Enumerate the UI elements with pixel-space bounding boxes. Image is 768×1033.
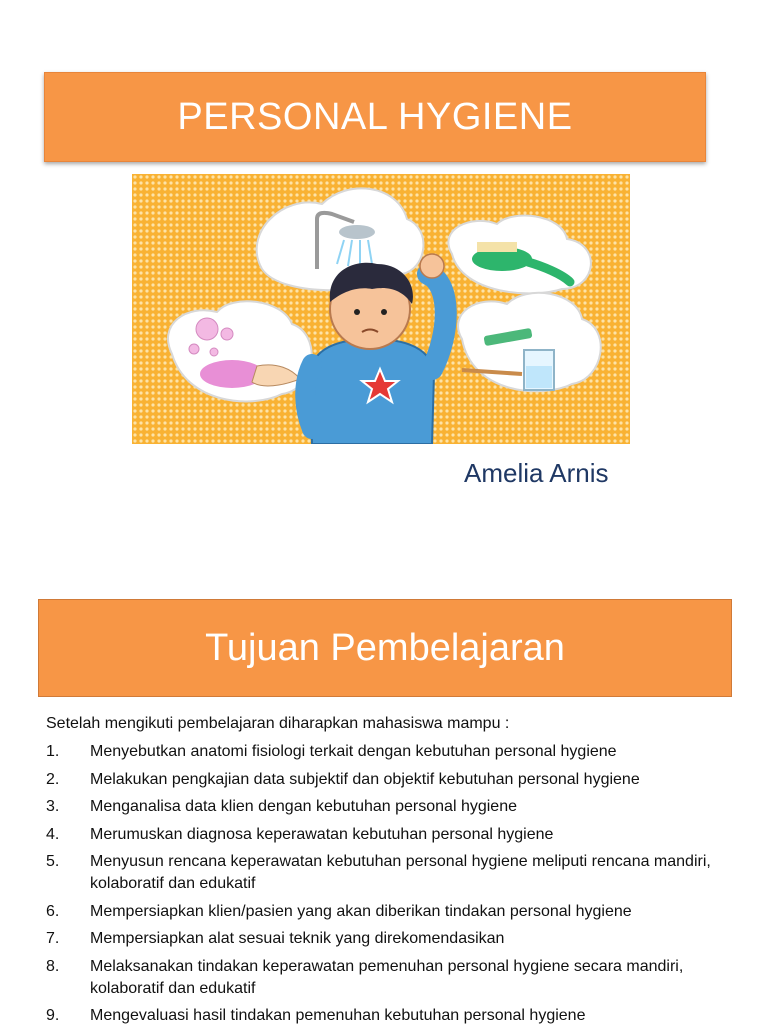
item-number: 3. — [46, 798, 60, 815]
author-name: Amelia Arnis — [464, 458, 609, 488]
item-number: 5. — [46, 853, 60, 870]
slide2-title-bar — [38, 599, 732, 697]
list-item — [46, 928, 726, 950]
list-item — [46, 769, 726, 791]
slide1-title: PERSONAL HYGIENE — [177, 95, 573, 138]
item-number: 7. — [46, 930, 60, 947]
list-item — [46, 824, 726, 846]
item-text: Menyebutkan anatomi fisiologi terkait dengan kebutuhan personal hygiene — [90, 743, 617, 760]
item-number: 9. — [46, 1007, 60, 1024]
item-text: Mengevaluasi hasil tindakan pemenuhan kebutuhan personal hygiene — [90, 1007, 586, 1024]
item-text: Menyusun rencana keperawatan kebutuhan personal hygiene meliputi rencana mandiri, kolaboratif dan edukatif — [90, 853, 711, 892]
list-item — [46, 741, 726, 763]
item-number: 8. — [46, 957, 60, 975]
item-text: Mempersiapkan alat sesuai teknik yang direkomendasikan — [90, 930, 505, 947]
objectives-intro: Setelah mengikuti pembelajaran diharapkan mahasiswa mampu : — [46, 715, 510, 732]
item-text: Mempersiapkan klien/pasien yang akan diberikan tindakan personal hygiene — [90, 902, 632, 920]
item-number: 1. — [46, 743, 60, 760]
hygiene-illustration — [132, 174, 630, 444]
item-text: Menganalisa data klien dengan kebutuhan personal hygiene — [90, 798, 517, 815]
item-number: 2. — [46, 770, 60, 788]
list-item — [46, 851, 726, 895]
list-item — [46, 956, 726, 1000]
list-item — [46, 901, 726, 923]
slide1-title-bar — [44, 72, 706, 162]
objectives-list — [46, 741, 726, 1033]
item-number: 4. — [46, 825, 60, 843]
item-text: Merumuskan diagnosa keperawatan kebutuhan personal hygiene — [90, 825, 554, 843]
item-text: Melaksanakan tindakan keperawatan pemenuhan personal hygiene secara mandiri, kolaboratif dan edukatif — [90, 957, 684, 997]
slide2-title: Tujuan Pembelajaran — [205, 626, 565, 669]
list-item — [46, 796, 726, 818]
item-text: Melakukan pengkajian data subjektif dan objektif kebutuhan personal hygiene — [90, 770, 640, 788]
item-number: 6. — [46, 902, 60, 920]
